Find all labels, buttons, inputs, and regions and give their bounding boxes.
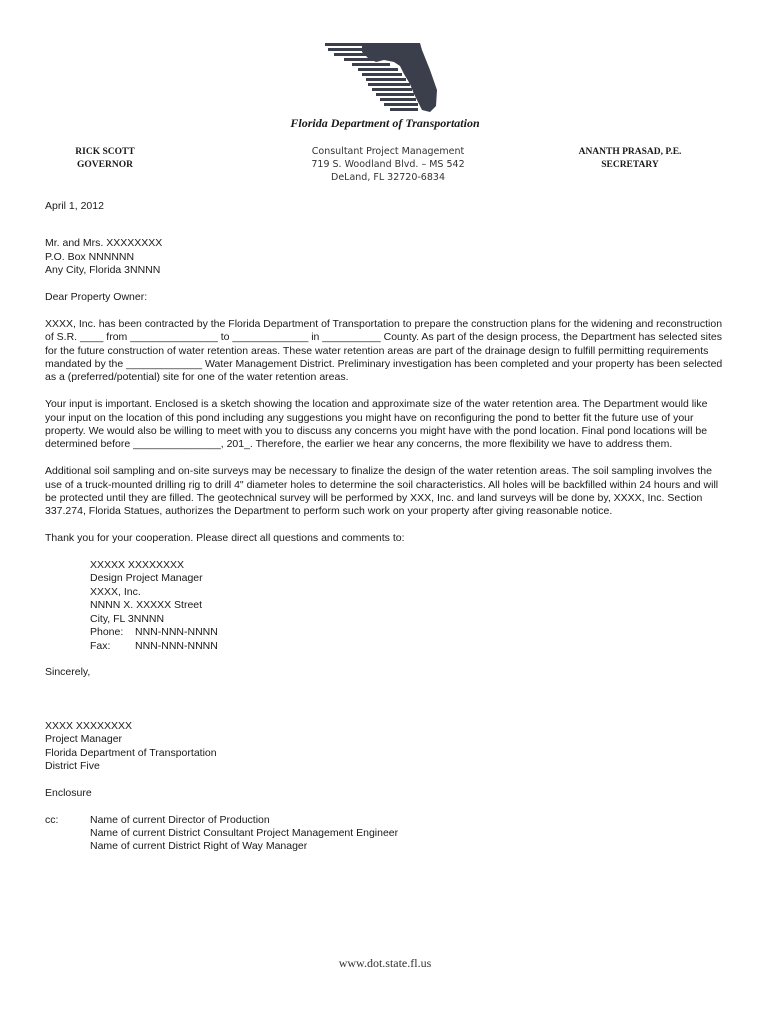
closing: Sincerely, (45, 666, 91, 679)
contact-line: Design Project Manager (90, 572, 203, 585)
contact-line: XXXX, Inc. (90, 585, 141, 598)
signature-line: District Five (45, 759, 100, 772)
office-street: 719 S. Woodland Blvd. – MS 542 (311, 159, 465, 170)
signature-line: XXXX XXXXXXXX (45, 719, 132, 732)
recipient-line: Any City, Florida 3NNNN (45, 264, 161, 277)
fdot-florida-logo (322, 40, 438, 114)
phone-label: Phone: (90, 626, 124, 639)
salutation: Dear Property Owner: (45, 291, 148, 304)
paragraph: Your input is important. Enclosed is a sketch showing the location and approximate size of the water retention area. The Department would like your input on the location of this pond including any suggestions you might have on reconfiguring the pond to better fit the future use of your property. We would also be willing to meet with you to discuss any concerns you might have with the pond location. Final pond locations will be determined before _______________, 201_. Therefore, the earlier we hear any concerns, the more flexibility we have to address them. (45, 398, 708, 451)
recipient-line: Mr. and Mrs. XXXXXXXX (45, 237, 163, 250)
fax-label: Fax: (90, 639, 111, 652)
office-address (260, 145, 516, 184)
governor-title: GOVERNOR (77, 160, 133, 170)
cc-recipient: Name of current Director of Production (90, 813, 270, 826)
paragraph: Thank you for your cooperation. Please direct all questions and comments to: (45, 532, 405, 545)
recipient-line: P.O. Box NNNNNN (45, 250, 135, 263)
contact-phone (90, 626, 725, 639)
paragraph: Additional soil sampling and on-site surveys may be necessary to finalize the design of the water retention areas. The soil sampling involves the use of a truck-mounted drilling rig to drill 4" diameter holes to determine the soil characteristics. All holes will be backfilled within 24 hours and will be protected until they are filled. The geotechnical survey will be performed by XXX, Inc. and land surveys will be done by, XXXX, Inc. Section 337.274, Florida Statues, authorizes the Department to perform such work on your property after giving reasonable notice. (45, 465, 719, 518)
agency-name: Florida Department of Transportation (290, 116, 480, 130)
letter-date: April 1, 2012 (45, 200, 104, 212)
secretary-block (560, 146, 700, 172)
cc-recipient: Name of current District Right of Way Manager (90, 840, 308, 853)
signature-line: Florida Department of Transportation (45, 746, 217, 759)
secretary-name: ANANTH PRASAD, P.E. (578, 147, 682, 157)
phone-number: NNN-NNN-NNNN (135, 626, 218, 639)
office-city: DeLand, FL 32720-6834 (331, 172, 445, 183)
contact-fax (90, 640, 725, 653)
letter-body (45, 200, 725, 854)
cc-block (45, 814, 725, 854)
fax-number: NNN-NNN-NNNN (135, 639, 218, 652)
contact-line: City, FL 3NNNN (90, 612, 165, 625)
office-name: Consultant Project Management (311, 146, 465, 157)
governor-name: RICK SCOTT (75, 147, 135, 157)
cc-label: cc: (45, 813, 59, 826)
contact-block (45, 559, 725, 653)
contact-line: XXXXX XXXXXXXX (90, 559, 184, 572)
enclosure: Enclosure (45, 786, 92, 799)
secretary-title: SECRETARY (601, 160, 659, 170)
footer-url: www.dot.state.fl.us (338, 956, 432, 970)
governor-block (40, 146, 170, 172)
signature-line: Project Manager (45, 733, 123, 746)
paragraph: XXXX, Inc. has been contracted by the Florida Department of Transportation to prepare the construction plans for the widening and reconstruction of S.R. ____ from _______________ to _____________ in __________ County. As part of the design process, the Department has selected sites for the future construction of water retention areas. These water retention areas are part of the drainage design to fulfill permitting requirements mandated by the _____________ Water Management District. Preliminary investigation has been completed and your property has been selected as a (preferred/potential) site for one of the water retention areas. (45, 317, 723, 384)
cc-recipient: Name of current District Consultant Project Management Engineer (90, 826, 399, 839)
contact-line: NNNN X. XXXXX Street (90, 599, 203, 612)
